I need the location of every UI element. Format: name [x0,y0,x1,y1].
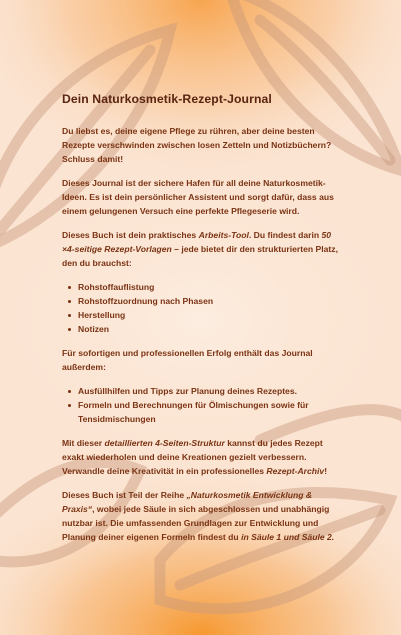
tool-paragraph: Dieses Buch ist dein praktisches Arbeits-Tool. Du findest darin 50 ×4-seitige Rezept-Vorlagen – jede bietet dir den strukturierten Platz, den du brauchst: [62,230,338,268]
extras-paragraph: Für sofortigen und professionellen Erfolg enthält das Journal außerdem: [62,348,313,372]
product-description [62,92,344,554]
intro-paragraph: Du liebst es, deine eigene Pflege zu rühren, aber deine besten Rezepte verschwinden zwischen losen Zetteln und Notizbüchern? Schluss damit! [62,126,332,164]
list-item: Herstellung [78,308,344,322]
list-item: Ausfüllhilfen und Tipps zur Planung deines Rezeptes. [78,384,344,398]
series-paragraph: Dieses Buch ist Teil der Reihe „Naturkosmetik Entwicklung & Praxis“, wobei jede Säule in sich abgeschlossen und unabhängig nutzbar ist. Die umfassenden Grundlagen zur Entwicklung und Planung deiner eigenen Formeln findest du in Säule 1 und Säule 2. [62,490,335,542]
list-item: Rohstoffauflistung [78,280,344,294]
list-item: Formeln und Berechnungen für Ölmischungen sowie für Tensidmischungen [78,398,344,426]
extras-list [62,384,344,426]
list-item: Notizen [78,322,344,336]
journal-paragraph: Dieses Journal ist der sichere Hafen für all deine Naturkosmetik-Ideen. Es ist dein persönlicher Assistent und sorgt dafür, dass aus einem gelungenen Versuch eine perfekte Pflegeserie wird. [62,178,334,216]
structure-paragraph: Mit dieser detaillierten 4-Seiten-Struktur kannst du jedes Rezept exakt wiederholen und deine Kreationen gezielt verbessern. Verwandle deine Kreativität in ein professionelles Rezept-Archiv! [62,438,328,476]
page-title: Dein Naturkosmetik-Rezept-Journal [62,92,272,106]
list-item: Rohstoffzuordnung nach Phasen [78,294,344,308]
template-sections-list [62,280,344,336]
